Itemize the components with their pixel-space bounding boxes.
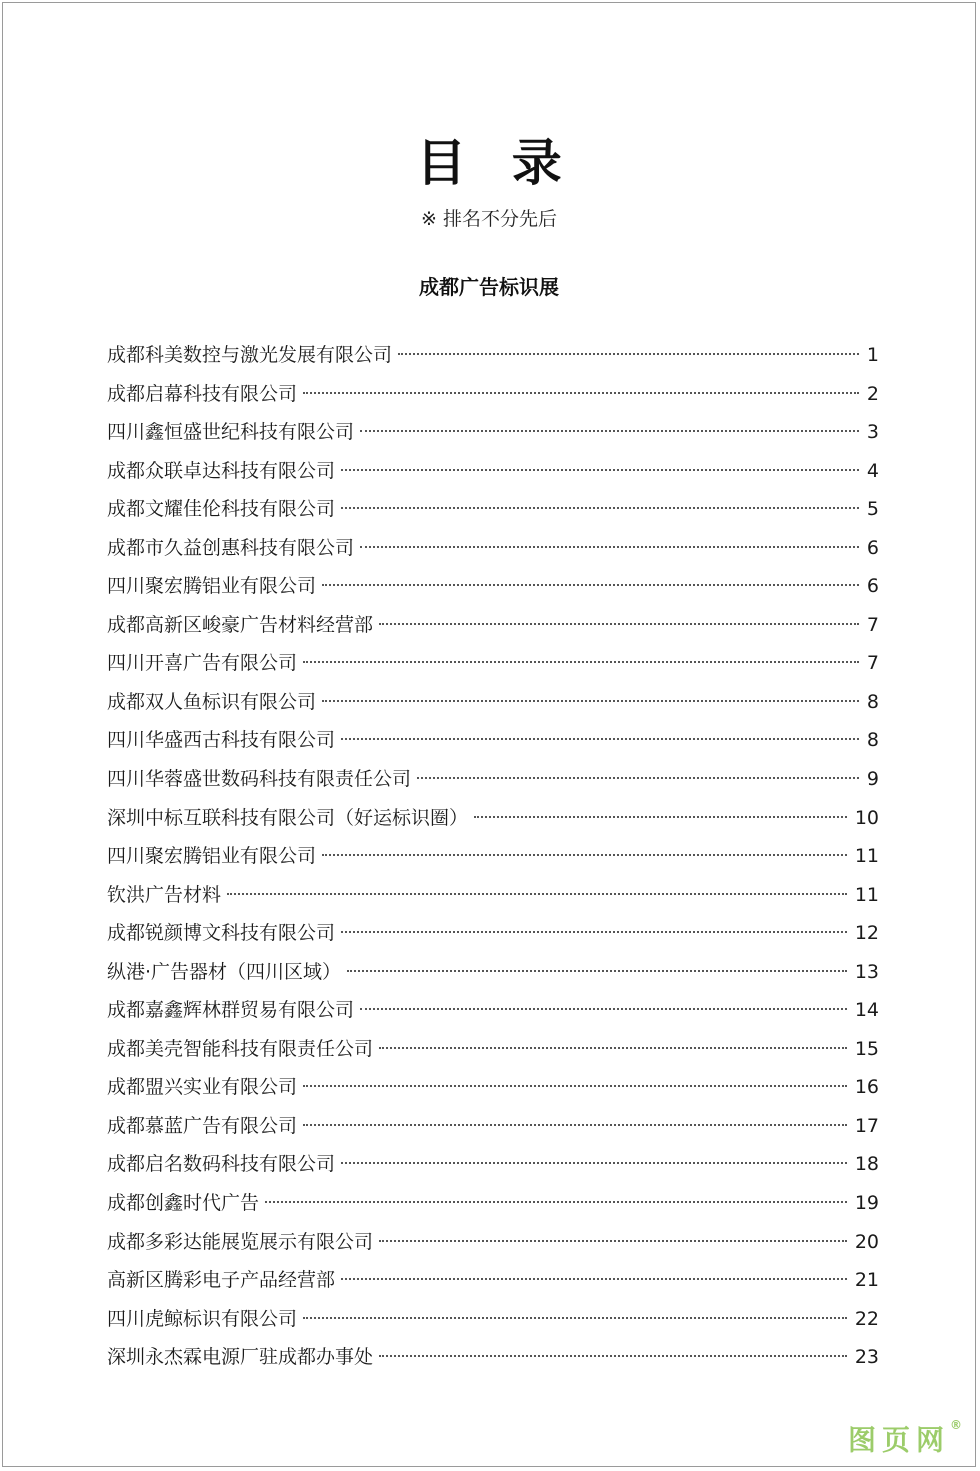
toc-entry-name: 纵港·广告器材（四川区域） — [107, 960, 342, 983]
toc-dot-leader — [379, 1047, 847, 1049]
toc-entry-page-number: 10 — [854, 806, 879, 829]
toc-entry[interactable] — [107, 914, 879, 953]
toc-entry[interactable] — [107, 1261, 879, 1300]
toc-dot-leader — [379, 1355, 847, 1357]
toc-entry[interactable] — [107, 760, 879, 799]
toc-dot-leader — [341, 738, 859, 740]
document-page — [2, 2, 976, 1467]
toc-entry[interactable] — [107, 375, 879, 414]
toc-entry[interactable] — [107, 490, 879, 529]
toc-entry-name: 成都嘉鑫辉林群贸易有限公司 — [107, 999, 355, 1022]
toc-entry[interactable] — [107, 1300, 879, 1339]
toc-dot-leader — [303, 661, 859, 663]
toc-entry-name: 高新区腾彩电子产品经营部 — [107, 1269, 336, 1292]
toc-entry-name: 成都多彩达能展览展示有限公司 — [107, 1230, 374, 1253]
toc-entry[interactable] — [107, 683, 879, 722]
toc-entry-page-number: 3 — [866, 421, 879, 444]
toc-entry-page-number: 21 — [854, 1269, 879, 1292]
toc-entry-name: 四川开喜广告有限公司 — [107, 652, 298, 675]
toc-entry-name: 成都市久益创惠科技有限公司 — [107, 536, 355, 559]
toc-entry-page-number: 16 — [854, 1076, 879, 1099]
toc-dot-leader — [379, 1240, 847, 1242]
toc-entry-name: 成都高新区峻豪广告材料经营部 — [107, 613, 374, 636]
toc-entry[interactable] — [107, 452, 879, 491]
toc-entry[interactable] — [107, 799, 879, 838]
toc-dot-leader — [379, 623, 859, 625]
toc-entry[interactable] — [107, 413, 879, 452]
toc-entry[interactable] — [107, 1068, 879, 1107]
toc-entry[interactable] — [107, 876, 879, 915]
toc-entry-name: 四川鑫恒盛世纪科技有限公司 — [107, 421, 355, 444]
section-title: 成都广告标识展 — [419, 275, 559, 299]
toc-entry-page-number: 8 — [866, 690, 879, 713]
ranking-note: ※ 排名不分先后 — [421, 208, 557, 230]
toc-entry-page-number: 7 — [866, 613, 879, 636]
toc-entry[interactable] — [107, 1145, 879, 1184]
toc-dot-leader — [303, 1085, 847, 1087]
toc-entry[interactable] — [107, 991, 879, 1030]
watermark-logo — [848, 1418, 962, 1457]
toc-dot-leader — [341, 469, 859, 471]
toc-dot-leader — [398, 353, 859, 355]
toc-dot-leader — [303, 1124, 847, 1126]
toc-dot-leader — [341, 1162, 847, 1164]
toc-entry-page-number: 6 — [866, 575, 879, 598]
toc-dot-leader — [265, 1201, 847, 1203]
toc-entry-page-number: 11 — [854, 883, 879, 906]
toc-dot-leader — [341, 507, 859, 509]
toc-entry-page-number: 2 — [866, 382, 879, 405]
toc-entry-name: 成都美壳智能科技有限责任公司 — [107, 1037, 374, 1060]
toc-entry-page-number: 22 — [854, 1307, 879, 1330]
registered-mark: ® — [950, 1417, 962, 1432]
toc-dot-leader — [474, 816, 847, 818]
watermark-text: 图页网 — [847, 1423, 950, 1456]
toc-entry[interactable] — [107, 953, 879, 992]
toc-entry-name: 钦洪广告材料 — [107, 883, 222, 906]
toc-entry[interactable] — [107, 567, 879, 606]
toc-entry[interactable] — [107, 529, 879, 568]
toc-entry-name: 四川华蓉盛世数码科技有限责任公司 — [107, 768, 412, 791]
toc-entry-name: 成都启幕科技有限公司 — [107, 382, 298, 405]
table-of-contents — [107, 336, 879, 1377]
toc-entry-page-number: 14 — [854, 999, 879, 1022]
toc-entry-page-number: 7 — [866, 652, 879, 675]
toc-entry[interactable] — [107, 606, 879, 645]
toc-dot-leader — [303, 1317, 847, 1319]
toc-entry-name: 四川聚宏腾铝业有限公司 — [107, 575, 317, 598]
toc-entry-page-number: 6 — [866, 536, 879, 559]
toc-entry-page-number: 5 — [866, 498, 879, 521]
toc-dot-leader — [322, 854, 847, 856]
toc-entry-name: 深圳中标互联科技有限公司（好运标识圈） — [107, 806, 469, 829]
toc-entry-name: 四川聚宏腾铝业有限公司 — [107, 845, 317, 868]
toc-entry[interactable] — [107, 1030, 879, 1069]
toc-dot-leader — [322, 584, 859, 586]
toc-dot-leader — [360, 1008, 847, 1010]
toc-dot-leader — [417, 777, 859, 779]
toc-entry-name: 成都众联卓达科技有限公司 — [107, 459, 336, 482]
toc-entry-page-number: 11 — [854, 845, 879, 868]
toc-entry-name: 成都文耀佳伦科技有限公司 — [107, 498, 336, 521]
toc-entry[interactable] — [107, 837, 879, 876]
toc-dot-leader — [322, 700, 859, 702]
toc-dot-leader — [341, 1278, 847, 1280]
toc-entry-page-number: 4 — [866, 459, 879, 482]
toc-dot-leader — [303, 392, 859, 394]
toc-dot-leader — [227, 893, 847, 895]
toc-dot-leader — [341, 931, 847, 933]
toc-dot-leader — [360, 430, 859, 432]
toc-entry-page-number: 8 — [866, 729, 879, 752]
toc-entry-name: 成都创鑫时代广告 — [107, 1192, 260, 1215]
toc-entry-name: 成都科美数控与激光发展有限公司 — [107, 344, 393, 366]
toc-entry-page-number: 23 — [854, 1346, 879, 1369]
toc-entry-name: 成都慕蓝广告有限公司 — [107, 1114, 298, 1137]
toc-entry[interactable] — [107, 1184, 879, 1223]
toc-dot-leader — [347, 970, 847, 972]
toc-entry-name: 成都锐颜博文科技有限公司 — [107, 922, 336, 945]
toc-entry[interactable] — [107, 1338, 879, 1377]
toc-entry-page-number: 20 — [854, 1230, 879, 1253]
toc-entry-page-number: 13 — [854, 960, 879, 983]
toc-entry-page-number: 9 — [866, 768, 879, 791]
toc-entry-name: 深圳永杰霖电源厂驻成都办事处 — [107, 1346, 374, 1369]
toc-entry[interactable] — [107, 1223, 879, 1262]
toc-entry-page-number: 17 — [854, 1114, 879, 1137]
toc-entry-name: 成都盟兴实业有限公司 — [107, 1076, 298, 1099]
toc-entry-name: 四川虎鲸标识有限公司 — [107, 1307, 298, 1330]
toc-entry-name: 四川华盛西古科技有限公司 — [107, 729, 336, 752]
toc-entry[interactable] — [107, 336, 879, 375]
toc-entry-page-number: 1 — [866, 344, 879, 366]
toc-entry-page-number: 12 — [854, 922, 879, 945]
toc-entry[interactable] — [107, 1107, 879, 1146]
toc-entry-page-number: 15 — [854, 1037, 879, 1060]
toc-entry-page-number: 18 — [854, 1153, 879, 1176]
toc-entry-name: 成都双人鱼标识有限公司 — [107, 690, 317, 713]
toc-entry[interactable] — [107, 721, 879, 760]
toc-entry-page-number: 19 — [854, 1192, 879, 1215]
toc-entry[interactable] — [107, 644, 879, 683]
toc-dot-leader — [360, 546, 859, 548]
toc-entry-name: 成都启名数码科技有限公司 — [107, 1153, 336, 1176]
page-title: 目 录 — [416, 134, 576, 192]
